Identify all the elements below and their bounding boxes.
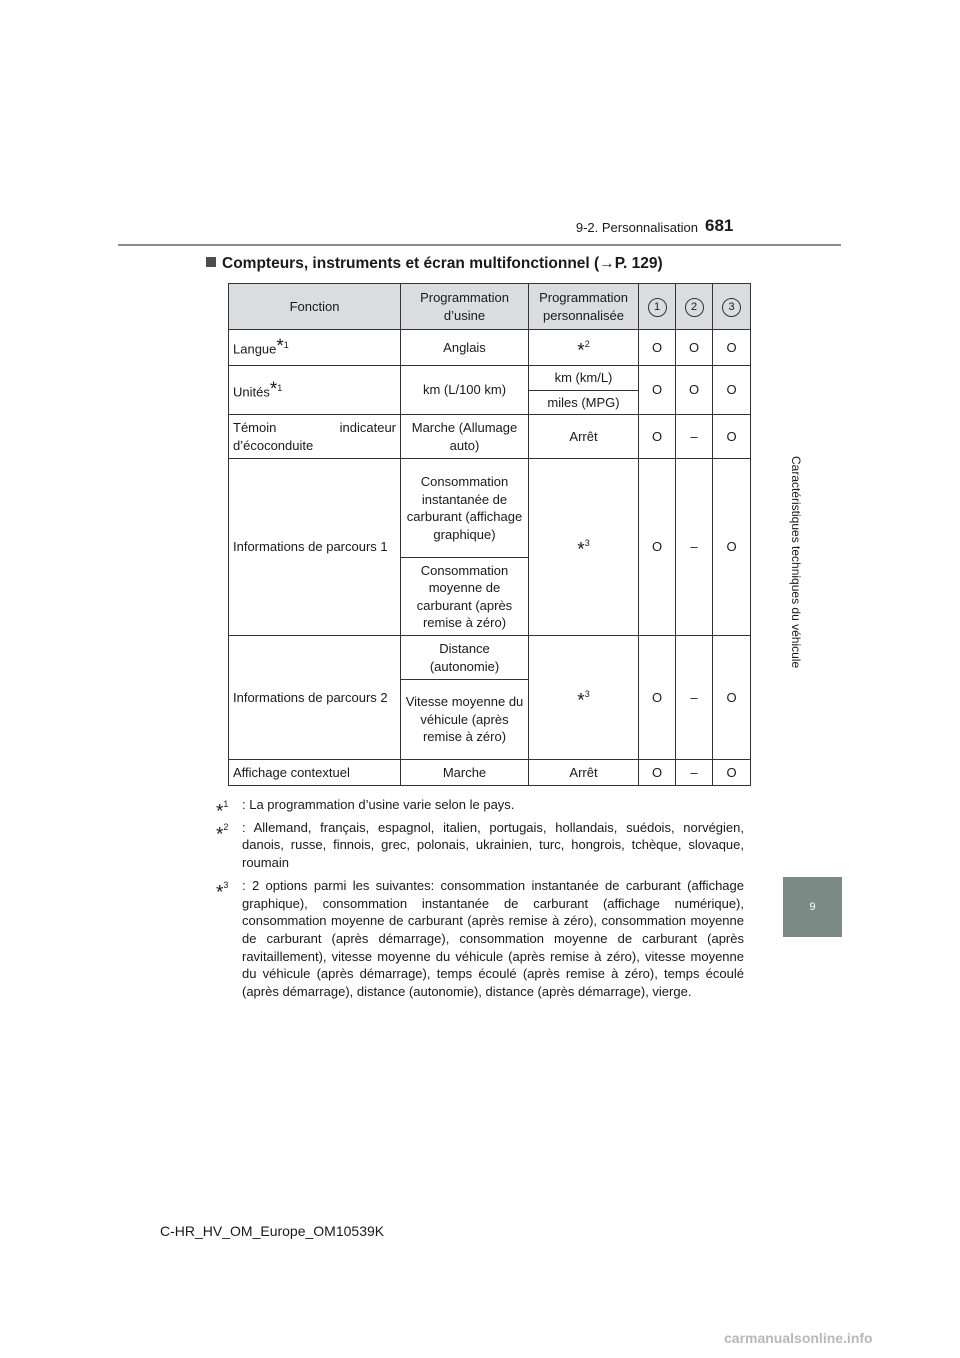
cell-factory: Vitesse moyenne du véhicule (après remise à zéro) bbox=[401, 680, 529, 760]
cell-custom: miles (MPG) bbox=[529, 390, 639, 415]
table-row bbox=[229, 415, 751, 459]
footnote-2: *$^2$ : Allemand, français, espagnol, italien, portugais, hollandais, suédois, norvégien, danois, russe, finnois, grec, polonais, ukrainien, turc, hongrois, tchèque, slovaque, roumain bbox=[216, 819, 744, 871]
circled-2-icon: 2 bbox=[685, 298, 704, 317]
footnote-3: *$^3$ : 2 options parmi les suivantes: consommation instantanée de carburant (affichage graphique), consommation instantanée de carburant (affichage numérique), consommation moyenne de carburant (après remise à zéro), consommation moyenne de carburant (après démarrage), consommation moyenne de carburant (après ravitaillement), vitesse moyenne du véhicule (après remise à zéro), vitesse moyenne du véhicule (après démarrage), temps écoulé (après remise à zéro), temps écoulé (après démarrage), distance (autonomie), distance (après démarrage), vierge. bbox=[216, 877, 744, 1000]
document-code: C-HR_HV_OM_Europe_OM10539K bbox=[160, 1223, 385, 1239]
cell-factory: Consommation moyenne de carburant (après remise à zéro) bbox=[401, 558, 529, 636]
cell-c3: O bbox=[713, 366, 751, 415]
cell-function: Informations de parcours 1 bbox=[229, 459, 401, 636]
cell-factory: Marche bbox=[401, 760, 529, 786]
section-header: 9-2. Personnalisation bbox=[575, 220, 698, 235]
cell-c2: – bbox=[676, 636, 713, 760]
cell-c2: – bbox=[676, 415, 713, 459]
header-col3 bbox=[713, 284, 751, 330]
table-row bbox=[229, 760, 751, 786]
header-factory: Programmation d’usine bbox=[401, 284, 529, 330]
footnote-text: : 2 options parmi les suivantes: consommation instantanée de carburant (affichage graphique), consommation instantanée de carburant (affichage numérique), consommation moyenne de carburant (après remise à zéro), consommation moyenne de carburant (après démarrage), consommation moyenne de carburant (après ravitaillement), vitesse moyenne du véhicule (après remise à zéro), vitesse moyenne du véhicule (après démarrage), temps écoulé (après remise à zéro), temps écoulé (après démarrage), distance (autonomie), distance (après démarrage), vierge. bbox=[242, 877, 744, 1000]
footnote-text: : Allemand, français, espagnol, italien, portugais, hollandais, suédois, norvégien, danois, russe, finnois, grec, polonais, ukrainien, turc, hongrois, tchèque, slovaque, roumain bbox=[242, 819, 744, 871]
header-col2 bbox=[676, 284, 713, 330]
arrow-right-icon: → bbox=[599, 255, 615, 272]
cell-factory: Consommation instantanée de carburant (affichage graphique) bbox=[401, 459, 529, 558]
table-row bbox=[229, 636, 751, 680]
cell-c1: O bbox=[639, 366, 676, 415]
cell-c1: O bbox=[639, 330, 676, 366]
table-row bbox=[229, 366, 751, 391]
chapter-side-label bbox=[783, 254, 809, 870]
cell-c3: O bbox=[713, 330, 751, 366]
cell-factory: Marche (Allumage auto) bbox=[401, 415, 529, 459]
cell-c3: O bbox=[713, 760, 751, 786]
cell-function: Informations de parcours 2 bbox=[229, 636, 401, 760]
cell-custom: Arrêt bbox=[529, 760, 639, 786]
cell-c2: – bbox=[676, 760, 713, 786]
circled-3-icon: 3 bbox=[722, 298, 741, 317]
cell-c2: O bbox=[676, 366, 713, 415]
cell-c3: O bbox=[713, 636, 751, 760]
cell-c1: O bbox=[639, 415, 676, 459]
cell-c1: O bbox=[639, 760, 676, 786]
square-bullet-icon bbox=[206, 257, 216, 267]
header-rule bbox=[118, 244, 841, 246]
cell-custom: Arrêt bbox=[529, 415, 639, 459]
table-row bbox=[229, 330, 751, 366]
footnotes bbox=[216, 796, 744, 1006]
cell-c1: O bbox=[639, 459, 676, 636]
cell-custom: *$^2$ bbox=[529, 330, 639, 366]
settings-table bbox=[228, 283, 751, 786]
header-function: Fonction bbox=[229, 284, 401, 330]
cell-custom: *$^3$ bbox=[529, 459, 639, 636]
cell-custom: km (km/L) bbox=[529, 366, 639, 391]
cell-function: Langue$^{*1}$ bbox=[229, 330, 401, 366]
cell-c3: O bbox=[713, 459, 751, 636]
cell-c2: – bbox=[676, 459, 713, 636]
cell-custom: *$^3$ bbox=[529, 636, 639, 760]
chapter-tab: 9 bbox=[783, 877, 842, 937]
page-number: 681 bbox=[705, 216, 734, 235]
header-col1 bbox=[639, 284, 676, 330]
header-custom: Programmation personnalisée bbox=[529, 284, 639, 330]
watermark: carmanualsonline.info bbox=[724, 1330, 873, 1346]
section-title-text: Compteurs, instruments et écran multifonctionnel ( bbox=[222, 255, 600, 272]
cell-factory: Distance (autonomie) bbox=[401, 636, 529, 680]
cell-c3: O bbox=[713, 415, 751, 459]
table-row bbox=[229, 459, 751, 558]
asterisk-mark: * bbox=[276, 336, 284, 358]
cell-factory: km (L/100 km) bbox=[401, 366, 529, 415]
section-title bbox=[206, 255, 663, 273]
cell-c1: O bbox=[639, 636, 676, 760]
table-header-row bbox=[229, 284, 751, 330]
cell-function: Unités$^{*1}$ bbox=[229, 366, 401, 415]
cell-c2: O bbox=[676, 330, 713, 366]
footnote-text: : La programmation d’usine varie selon le pays. bbox=[242, 797, 515, 812]
circled-1-icon: 1 bbox=[648, 298, 667, 317]
cell-factory: Anglais bbox=[401, 330, 529, 366]
cell-function: Témoin indicateur d’écoconduite bbox=[229, 415, 401, 459]
footnote-1: *$^1$ : La programmation d’usine varie selon le pays. bbox=[216, 797, 515, 823]
chapter-side-text: Caractéristiques techniques du véhicule bbox=[789, 455, 803, 669]
cell-function: Affichage contextuel bbox=[229, 760, 401, 786]
asterisk-mark: * bbox=[269, 378, 278, 400]
section-title-ref: P. 129) bbox=[614, 255, 663, 272]
